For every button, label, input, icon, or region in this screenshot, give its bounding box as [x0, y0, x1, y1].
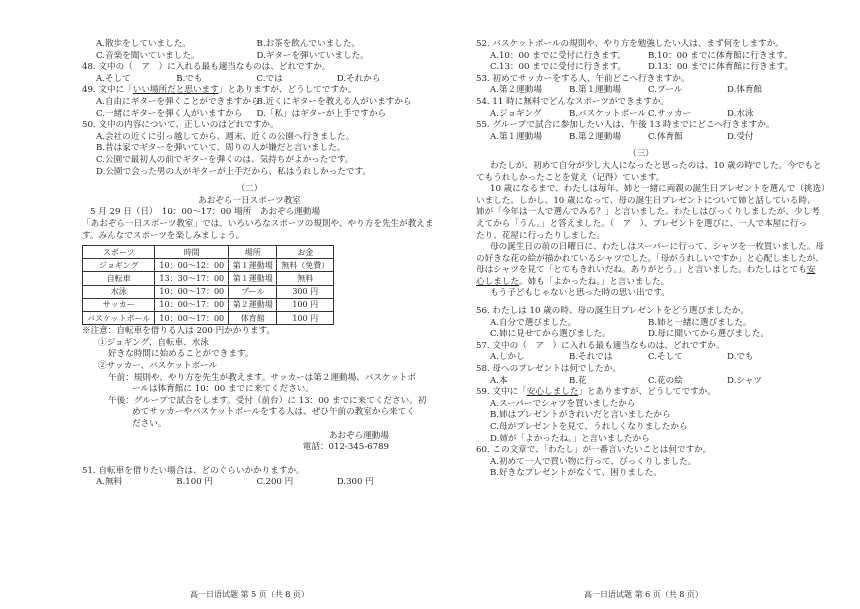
notice-intro: す。みんなでスポーツを楽しみましょう。 [82, 230, 245, 241]
left-page [82, 39, 434, 490]
table-header-row [83, 246, 334, 259]
option-d: D.「私」はギターが上手ですから [256, 108, 387, 119]
notice-item-2-morning-cont: ールは体育館に 10：00 までに来てください。 [132, 384, 314, 395]
option-c: C.そして [648, 352, 683, 363]
notice-phone: 電話：012-345-6789 [302, 442, 389, 453]
option-d: D.公園で会った男の人がギターが上手だから、私はうれしかったです。 [96, 166, 371, 177]
option-b: B.バスケットボール [569, 108, 647, 119]
schedule-table [82, 245, 334, 325]
option-a: A.無料 [96, 477, 123, 488]
notice-item-2-afternoon-cont: めてサッカーやバスケットボールをする人は、ぜひ午前の教室から来てく [132, 407, 415, 418]
table-cell: 第２運動場 [229, 298, 277, 311]
option-b: B.第１運動場 [569, 85, 622, 96]
table-row [83, 259, 334, 272]
question-58: 58. 母へのプレゼントは何でしたか。 [476, 364, 621, 375]
option-a: A.初めて一人で買い物に行って、びっくりしました。 [490, 456, 697, 467]
option-c: C.公園で最初人の前でギターを弾くのは、気持ちがよかったです。 [96, 154, 354, 165]
option-b: B.昔は家でギターを弾いていて、周りの人が嫌だと言いました。 [96, 143, 346, 154]
option-a: A.本 [490, 375, 508, 386]
table-cell: 10：00～17：00 [155, 312, 229, 325]
notice-note: ※注意：自転車を借りる人は 200 円かかります。 [82, 326, 276, 337]
column-header: スポーツ [83, 246, 155, 259]
q51-options [82, 478, 417, 490]
right-page [476, 39, 830, 481]
option-d: D.水泳 [727, 108, 754, 119]
option-c: C.母がプレゼントを見て、うれしくなりましたから [490, 422, 688, 432]
option-c: C.音楽を聞いていました。 [96, 50, 200, 61]
table-cell: 300 円 [277, 285, 334, 298]
option-c: C.姉に見せてから選びました。 [490, 329, 611, 340]
section-heading: （二） [236, 184, 263, 195]
option-d: D.受付 [727, 131, 754, 142]
table-cell: プール [229, 285, 277, 298]
option-b: B.それでは [569, 352, 613, 363]
table-cell: バスケットボール [83, 312, 155, 325]
q49-suffix: 」とありますが、どうしてですか。 [218, 85, 357, 96]
option-d: D.体育館 [727, 85, 763, 96]
question-50: 50. 文中の内容について、正しいのはどれですか。 [82, 120, 279, 131]
option-c: C.プール [648, 85, 683, 96]
option-a: A.第２運動場 [490, 85, 542, 96]
notice-title: あおぞら一日スポーツ教室 [198, 195, 301, 206]
column-header: お金 [277, 246, 334, 259]
section-heading: （三） [628, 149, 654, 160]
notice-item-2-morning: 午前：規則や、やり方を先生が教えます。サッカーは第２運動場、バスケットボ [108, 372, 416, 383]
question-51: 51. 自転車を借りたい場合は、どのぐらいかかりますか。 [82, 465, 305, 476]
option-c: C.13：00 までに受付に行きます。 [490, 62, 627, 73]
question-60: 60. この文章で、「わたし」が一番言いたいことは何ですか。 [476, 445, 712, 456]
table-cell: 第１運動場 [229, 259, 277, 272]
passage-line: 姉が「今年は一人で選んでみる？」と言いました。わたしはびっくりしましたが、少し考 [476, 207, 820, 218]
table-cell: 第１運動場 [229, 272, 277, 285]
passage-line: てもうれしかったことを覚え（记得）ています。 [476, 172, 665, 183]
option-a: A.散歩をしていました。 [96, 39, 191, 49]
option-a: A.自分で選びました。 [490, 317, 577, 328]
table-cell: 無料（免費） [277, 259, 334, 272]
option-a: A.10：00 までに受付に行きます。 [490, 50, 626, 61]
option-c: C.花の絵 [648, 375, 683, 386]
option-a: A.会社の近くに引っ越してから、週末、近くの公園へ行きました。 [96, 131, 355, 142]
table-cell: 自転車 [83, 272, 155, 285]
passage-line: の好きな花の絵が描かれているシャツでした。「母がうれしいですか」と心配しましたが、 [476, 253, 824, 264]
q49-underlined-phrase: いい場所だと思います [132, 85, 219, 96]
option-c: C.体育館 [648, 131, 683, 142]
passage-text: 母はシャツを見て「とてもきれいだね。ありがとう。」と言いました。わたしはとても [476, 265, 807, 276]
option-d: D.でも [727, 352, 754, 363]
q59-prefix: 59. 文中に「 [476, 387, 527, 398]
notice-item-2-afternoon-cont: ださい。 [132, 418, 167, 429]
table-row [83, 272, 334, 285]
table-cell: 100 円 [277, 312, 334, 325]
option-d: D.300 円 [336, 477, 374, 488]
option-d: D.13：00 までに体育館に行きます。 [648, 62, 793, 73]
question-56: 56. わたしは 10 歳の時、母の誕生日プレゼントをどう選びましたか。 [476, 306, 750, 317]
notice-signature: あおぞら運動場 [328, 430, 389, 441]
passage-line: たり、花屋に行ったりしました。 [476, 230, 605, 241]
option-b: B.でも [176, 73, 203, 84]
page-footer: 高一日语试题 第 5 页（共 8 页） [190, 590, 309, 599]
notice-item-2-afternoon: 午後：グループで試合をします。受付（前台）に 13：00 までに来てください。初 [108, 395, 427, 406]
notice-item-2: ②サッカー、バスケットボール [98, 361, 218, 371]
option-c: C.では [256, 73, 283, 84]
table-cell: 体育館 [229, 312, 277, 325]
underlined-phrase: 安 [806, 265, 816, 276]
table-cell: 13：30～17：00 [155, 272, 229, 285]
question-53: 53. 初めてサッカーをする人、午前どこへ行きますか。 [476, 73, 690, 84]
table-cell: 10：00～17：00 [155, 298, 229, 311]
notice-item-1-detail: 好きな時間に始めることができます。 [108, 349, 254, 360]
table-cell: 10：00～17：00 [155, 285, 229, 298]
option-a: A.自由にギターを弾くことができますから [96, 96, 260, 107]
table-cell: 水泳 [83, 285, 155, 298]
question-48: 48. 文中の（ ア ）に入れる最も適当なものは、どれですか。 [82, 62, 331, 73]
notice-date: 5 月 29 日（日） 10：00～17：00 場所 あおぞら運動場 [90, 207, 321, 218]
option-d: D.ギターを弾いていました。 [256, 50, 369, 61]
column-header: 時間 [155, 246, 229, 259]
option-b: B.花 [569, 375, 587, 386]
passage-line: えてから「うん。」と答えました。（ ア ）、プレゼントを選びに、一人で本屋に行っ [476, 218, 808, 229]
option-d: D.母に聞いてから選びました。 [648, 329, 770, 340]
passage-line: もう子どもじゃないと思った時の思い出です。 [490, 288, 670, 299]
option-d: D.それから [336, 73, 381, 84]
table-cell: ジョギング [83, 259, 155, 272]
option-b: B.姉と一緒に選びました。 [648, 317, 752, 328]
page-footer: 高一日语试题 第 6 页（共 8 页） [584, 590, 703, 599]
question-52: 52. バスケットボールの規則や、やり方を勉強したい人は、まず何をしますか。 [476, 39, 784, 49]
q59-underlined-phrase: 安心しました [526, 387, 579, 398]
underlined-phrase: 心しました [476, 276, 519, 287]
option-c: C.200 円 [256, 477, 294, 488]
table-row [83, 298, 334, 311]
option-a: A.しかし [490, 352, 525, 363]
option-b: B.第２運動場 [569, 131, 622, 142]
notice-item-1: ①ジョギング、自転車、水泳 [98, 337, 209, 348]
q49-options-row1 [82, 98, 417, 110]
q47-options-row1 [82, 40, 417, 52]
passage-line: 10 歳になるまで、わたしは毎年、姉と一緒に両親の誕生日プレゼントを選んで（挑选） [490, 184, 830, 195]
table-cell: 100 円 [277, 298, 334, 311]
question-55: 55. グループで試合に参加したい人は、午後 13 時までにどこへ行きますか。 [476, 120, 775, 131]
option-a: A.第１運動場 [490, 131, 542, 142]
option-b: B.100 円 [176, 477, 214, 488]
option-c: C.一緒にギターを弾く人がいますから [96, 108, 243, 119]
q49-prefix: 49. 文中に「 [82, 85, 133, 96]
option-a: A.スーパーでシャツを買いましたから [490, 398, 636, 409]
passage-line: わたしが、初めて自分が少し大人になったと思ったのは、10 歳の時でした。今でもと [490, 160, 822, 171]
table-cell: サッカー [83, 298, 155, 311]
option-d: D.姉が「よかったね。」と言いましたから [490, 433, 650, 444]
passage-text: 。姉も「よかったね。」と言いました。 [518, 276, 670, 287]
option-c: C.サッカー [648, 108, 692, 119]
question-57: 57. 文中の（ ア ）に入れる最も適当なものは、どれですか。 [476, 340, 725, 351]
table-row [83, 285, 334, 298]
column-header: 場所 [229, 246, 277, 259]
q59-suffix: 」とありますが、どうしてですか。 [578, 387, 716, 398]
option-b: B.10：00 までに体育館に行きます。 [648, 50, 793, 61]
table-row [83, 312, 334, 325]
passage-line: 母の誕生日の前の日曜日に、わたしはスーパーに行って、シャツを一枚買いました。母 [490, 242, 824, 253]
option-b: B.近くにギターを教える人がいますから [256, 96, 412, 107]
table-cell: 10：00～12：00 [155, 259, 229, 272]
option-b: B.姉はプレゼントがきれいだと言いましたから [490, 410, 671, 421]
option-b: B.好きなプレゼントがなくて、困りました。 [490, 468, 662, 479]
option-a: A.そして [96, 73, 131, 84]
option-d: D.シャツ [727, 375, 762, 386]
question-54: 54. 11 時に無料でどんなスポーツができますか。 [476, 96, 670, 107]
table-cell: 無料 [277, 272, 334, 285]
q55-options [476, 133, 806, 145]
option-a: A.ジョギング [490, 108, 542, 119]
notice-intro: 「あおぞら一日スポーツ教室」では、いろいろなスポーツの規則や、やり方を先生が教えま [82, 218, 434, 229]
passage-line: いました。しかし、10 歳になって、母の誕生日プレゼントについて姉と話している時、 [476, 195, 816, 206]
option-b: B.お茶を飲んでいました。 [256, 39, 361, 49]
